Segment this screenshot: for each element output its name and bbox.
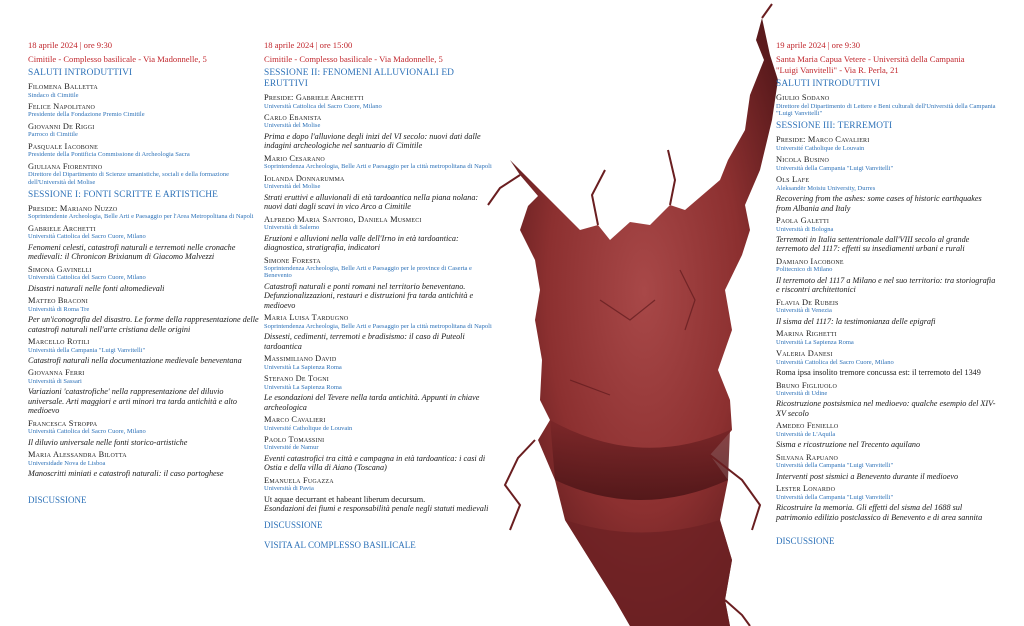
speaker-name: Simone Foresta (264, 255, 321, 265)
speaker-affiliation: Presidente della Pontificia Commissione di Archeologia Sacra (28, 151, 190, 159)
speaker-name: Filomena Balletta (28, 82, 98, 91)
speaker-affiliation: Università di Roma Tre (28, 305, 90, 313)
speaker-affiliation: Università di Sassari (28, 377, 82, 385)
chair-affiliation: Università Cattolica del Sacro Cuore, Milano (264, 102, 382, 110)
visit-label: VISITA AL COMPLESSO BASILICALE (264, 539, 416, 550)
speaker-name: Silvana Rapuano (776, 452, 839, 462)
speaker-affiliation: Università di Salerno (264, 224, 320, 232)
talk-title-latin: Ut aquae decurrant et habeant liberum decursum. (264, 494, 426, 504)
speaker-name: Paola Galetti (776, 216, 830, 226)
session-date: 18 aprile 2024 | ore 9:30 (28, 40, 113, 50)
talk-title: Le esondazioni del Tevere nella tarda antichità. Appunti in chiave archeologica (264, 393, 480, 412)
speaker-name: Carlo Ebanista (264, 112, 322, 122)
session-venue: Cimitile - Complesso basilicale - Via Madonnelle, 5 (28, 54, 207, 64)
talk-title: Strati eruttivi e alluvionali di età tardoantica nella piana nolana: nuovi dati dagli scavi in vico Arco a Cimitile (264, 192, 479, 212)
talk-title: Roma ipsa insolito tremore concussa est: il terremoto del 1349 (776, 368, 981, 378)
speaker-name: Iolanda Donnarumma (264, 173, 345, 183)
talk-title: Dissesti, cedimenti, terremoti e bradisismo: il caso di Puteoli tardoantica (264, 332, 465, 351)
talk-title: Per un'iconografia del disastro. Le forme della rappresentazione delle catastrofi naturali nell'arte cristiana delle origini (28, 315, 259, 334)
session-venue-line2: "Luigi Vanvitelli" - Via R. Perla, 21 (776, 65, 899, 75)
talk-title: Disastri naturali nelle fonti altomedievali (28, 283, 165, 293)
chair-name: Preside: Marco Cavalieri (776, 135, 870, 145)
speaker-name: Massimiliano David (264, 354, 337, 364)
talk-title: Catastrofi naturali e ponti romani nel territorio beneventano. Defunzionalizzazioni, restauri e distruzioni fra tarda antichità e medioevo (264, 281, 474, 310)
cracked-vessel-artwork (480, 0, 780, 626)
discussion-label: DISCUSSIONE (776, 536, 835, 547)
speaker-name: Pasquale Iacobone (28, 141, 98, 151)
speaker-affiliation: Università del Molise (264, 183, 321, 191)
speaker-affiliation: Università La Sapienza Roma (264, 363, 342, 371)
speaker-affiliation: Université de Namur (264, 444, 319, 452)
speaker-name: Francesca Stroppa (28, 418, 98, 428)
talk-title: Il sisma del 1117: la testimonianza delle epigrafi (776, 316, 936, 326)
talk-title: Variazioni 'catastrofiche' nella rappresentazione del diluvio universale. Arti maggiori e arti minori tra tarda antichità e alto medioevo (28, 387, 238, 416)
session-date: 18 aprile 2024 | ore 15:00 (264, 40, 353, 50)
speaker-name: Giovanna Ferri (28, 368, 85, 378)
speaker-name: Felice Napolitano (28, 101, 96, 111)
speaker-affiliation: Université Catholique de Louvain (264, 424, 353, 432)
speaker-name: Ols Lafe (776, 175, 810, 185)
speaker-affiliation: Università La Sapienza Roma (776, 338, 854, 346)
speaker-affiliation: Università della Campania "Luigi Vanvitelli" (776, 493, 894, 501)
speaker-affiliation: Sindaco di Cimitile (28, 91, 79, 99)
chair-affiliation: Soprintendente Archeologia, Belle Arti e Paesaggio per l'Area Metropolitana di Napoli (28, 213, 254, 221)
talk-title: Manoscritti miniati e catastrofi naturali: il caso portoghese (28, 469, 224, 479)
speaker-affiliation: Università Cattolica del Sacro Cuore, Milano (28, 233, 146, 241)
speaker-name: Maria Alessandra Bilotta (28, 450, 127, 460)
speaker-name: Marco Cavalieri (264, 415, 326, 425)
chair-name: Preside: Mariano Nuzzo (28, 203, 118, 213)
speaker-name: Damiano Iacobone (776, 256, 844, 266)
speaker-affiliation: Università di Venezia (776, 307, 832, 315)
speaker-name: Flavia De Rubeis (776, 297, 839, 307)
talk-title: Eruzioni e alluvioni nella valle dell'Irno in età tardoantica: diagnostica, stratigrafia, indicatori (264, 233, 459, 253)
speaker-name: Nicola Busino (776, 155, 829, 165)
section-heading-session-1: SESSIONE I: FONTI SCRITTE E ARTISTICHE (28, 189, 218, 200)
speaker-affiliation: Universidade Nova de Lisboa (28, 459, 106, 467)
session-venue: Cimitile - Complesso basilicale - Via Madonnelle, 5 (264, 54, 443, 64)
talk-title: Prima e dopo l'alluvione degli inizi del VI secolo: nuovi dati dalle indagini archeologiche nel santuario di Cimitile (264, 131, 481, 151)
speaker-affiliation: Direttore del Dipartimento di Scienze umanistiche, sociali e della formazione dell'Università del Molise (28, 171, 230, 186)
talk-title: Il terremoto del 1117 a Milano e nel suo territorio: tra storiografia e riscontri architettonici (776, 275, 996, 295)
talk-title: Fenomeni celesti, catastrofi naturali e terremoti nelle cronache medievali: il Chronicon Brixianum di Giacomo Malvezzi (28, 242, 236, 262)
speaker-affiliation: Presidente della Fondazione Premio Cimitile (28, 111, 145, 119)
speaker-affiliation: Soprintendenza Archeologia, Belle Arti e Paesaggio per la città metropolitana di Napoli (264, 163, 492, 171)
talk-title: Interventi post sismici a Benevento durante il medioevo (776, 471, 959, 481)
section-heading-session-3: SESSIONE III: TERREMOTI (776, 121, 893, 132)
talk-title: Ricostruire la memoria. Gli effetti del sisma del 1688 sul patrimonio edilizio postclassico di Benevento e di area sannita (776, 503, 983, 522)
speaker-name: Matteo Braconi (28, 296, 88, 306)
speaker-name: Maria Luisa Tardugno (264, 313, 349, 323)
section-heading-saluti: SALUTI INTRODUTTIVI (776, 79, 881, 89)
speaker-affiliation: Politecnico di Milano (776, 266, 833, 274)
talk-title: Il diluvio universale nelle fonti storico-artistiche (28, 437, 188, 447)
speaker-name: Marina Righetti (776, 329, 837, 339)
section-heading-saluti: SALUTI INTRODUTTIVI (28, 68, 133, 78)
speaker-name: Giuliana Fiorentino (28, 161, 103, 171)
talk-title: Ricostruzione postsismica nel medioevo: qualche esempio del XIV-XV secolo (776, 399, 996, 418)
session-venue: Santa Maria Capua Vetere - Università della Campania (776, 54, 965, 64)
session-date: 19 aprile 2024 | ore 9:30 (776, 40, 861, 50)
speaker-affiliation: Università di Udine (776, 390, 828, 398)
talk-title: Recovering from the ashes: some cases of historic earthquakes from Albania and Italy (776, 194, 982, 213)
vessel-lower (565, 520, 732, 626)
speaker-name: Bruno Figliuolo (776, 380, 837, 390)
discussion-label: DISCUSSIONE (264, 519, 323, 530)
speaker-affiliation: Università di Bologna (776, 225, 834, 233)
speaker-affiliation: Università de L'Aquila (776, 430, 836, 438)
speaker-affiliation: Parroco di Cimitile (28, 131, 78, 139)
speaker-name: Giovanni De Riggi (28, 121, 95, 131)
talk-title: Catastrofi naturali nella documentazione medievale beneventana (28, 355, 242, 365)
speaker-affiliation: Università della Campania "Luigi Vanvitelli" (28, 346, 146, 354)
programme-column-day1-morning (28, 40, 260, 506)
talk-title: Sisma e ricostruzione nel Trecento aquilano (776, 440, 921, 450)
speaker-name: Mario Cesarano (264, 153, 325, 163)
speaker-affiliation: Università Cattolica del Sacro Cuore, Milano (28, 274, 146, 282)
speaker-name: Stefano De Togni (264, 374, 329, 384)
speaker-name: Amedeo Feniello (776, 421, 839, 431)
speaker-affiliation: Università Cattolica del Sacro Cuore, Milano (776, 358, 894, 366)
speaker-affiliation: Soprintendenza Archeologia, Belle Arti e Paesaggio per le province di Caserta e Benevento (264, 265, 472, 280)
discussion-label: DISCUSSIONE (28, 494, 87, 505)
speaker-name: Alfredo Maria Santoro, Daniela Musmeci (264, 214, 422, 224)
speaker-name: Marcello Rotili (28, 337, 90, 347)
speaker-affiliation: Università della Campania "Luigi Vanvitelli" (776, 164, 894, 172)
speaker-name: Paolo Tomassini (264, 434, 325, 444)
speaker-name: Lester Lonardo (776, 484, 836, 494)
talk-title: Eventi catastrofici tra città e campagna in età tardoantica: i casi di Ostia e della villa di Aiano (Toscana) (264, 453, 486, 473)
speaker-affiliation: Università La Sapienza Roma (264, 383, 342, 391)
speaker-affiliation: Università Cattolica del Sacro Cuore, Milano (28, 428, 146, 436)
programme-column-day2 (776, 40, 998, 547)
programme-column-day1-afternoon (264, 40, 496, 551)
chair-name: Preside: Gabriele Archetti (264, 93, 364, 102)
speaker-name: Valeria Danesi (776, 349, 833, 359)
chair-affiliation: Université Catholique de Louvain (776, 144, 865, 152)
talk-title: Terremoti in Italia settentrionale dall'VIII secolo al grande terremoto del 1117: effetti su insediamenti urbani e rurali (776, 234, 970, 254)
speaker-name: Emanuela Fugazza (264, 475, 334, 485)
speaker-affiliation: Direttore del Dipartimento di Lettere e Beni culturali dell'Università della Campania "Luigi Vanvitelli" (776, 102, 996, 117)
speaker-affiliation: Soprintendenza Archeologia, Belle Arti e Paesaggio per la città metropolitana di Napoli (264, 322, 492, 330)
speaker-name: Gabriele Archetti (28, 223, 96, 233)
section-heading-session-2: SESSIONE II: FENOMENI ALLUVIONALI ED ERUTTIVI (264, 68, 455, 89)
speaker-affiliation: Aleksandër Moisiu University, Durres (776, 184, 876, 192)
speaker-affiliation: Università del Molise (264, 122, 321, 130)
speaker-affiliation: Università della Campania "Luigi Vanvitelli" (776, 462, 894, 470)
speaker-name: Simona Gavinelli (28, 264, 92, 274)
talk-title: Esondazioni dei fiumi e responsabilità penale negli statuti medievali (264, 504, 489, 514)
speaker-name: Giulio Sodano (776, 93, 830, 102)
speaker-affiliation: Università di Pavia (264, 485, 314, 493)
